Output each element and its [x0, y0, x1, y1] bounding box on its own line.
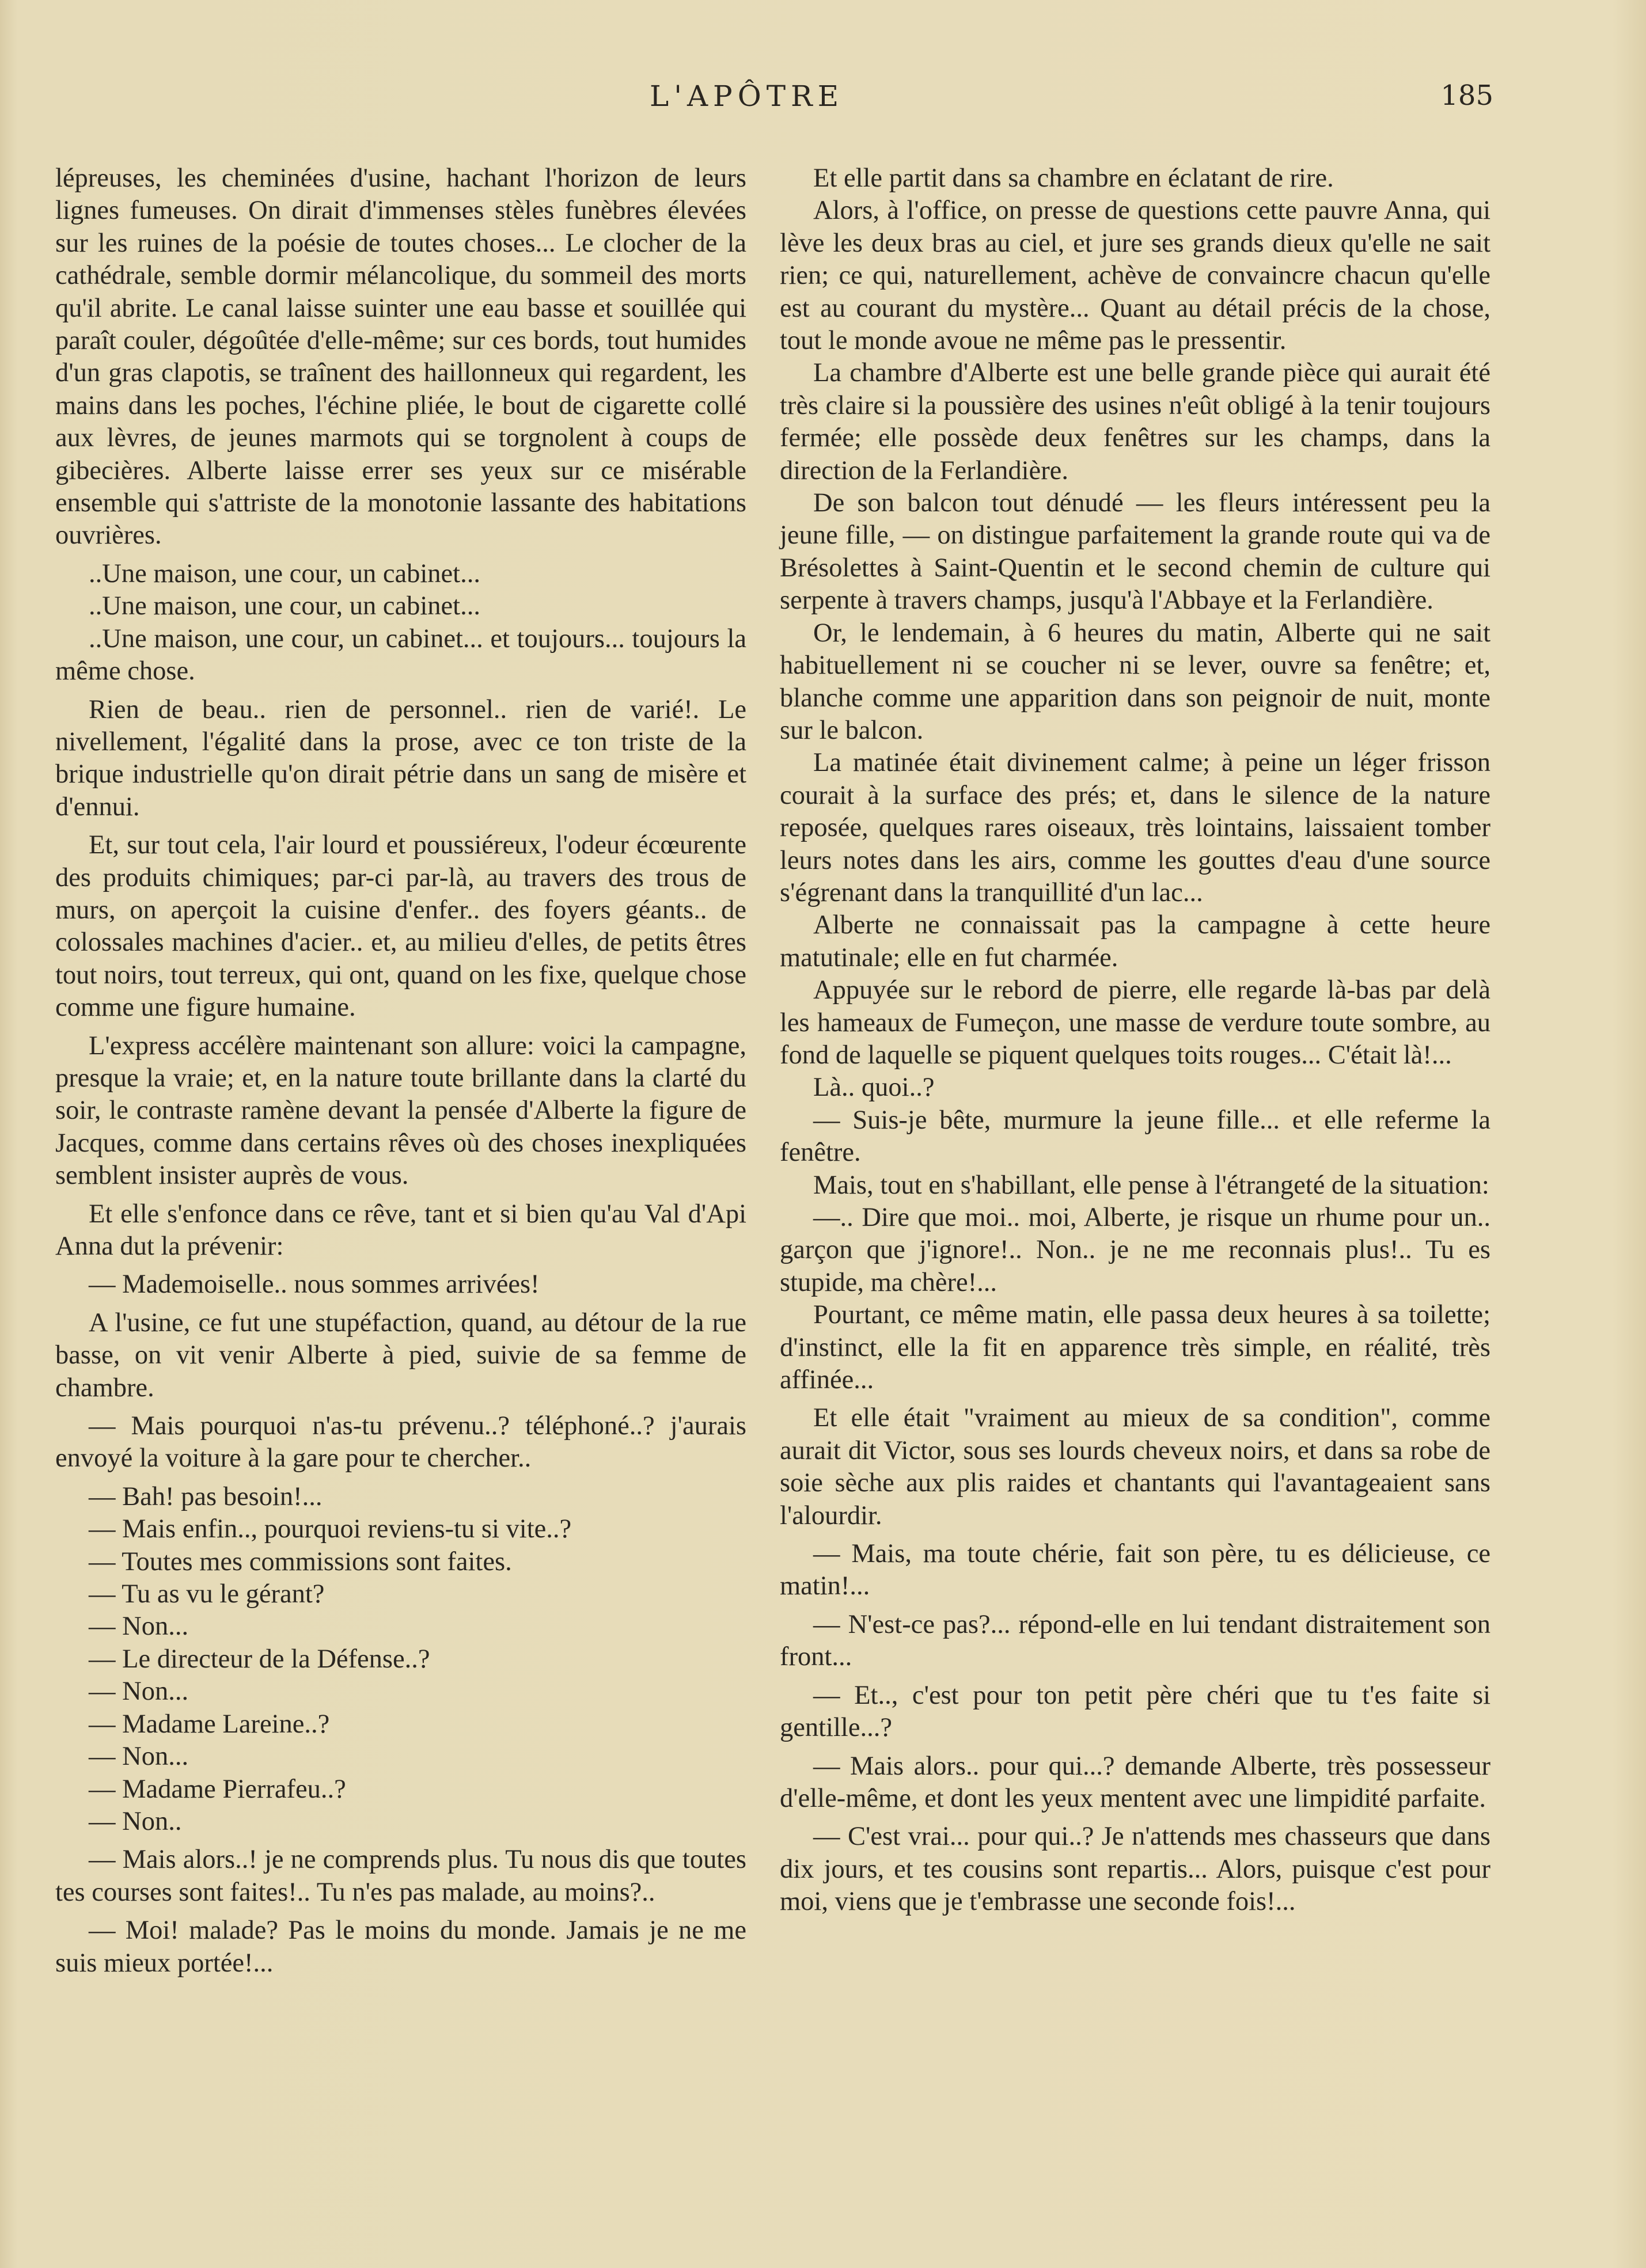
dialogue-line: — Et.., c'est pour ton petit père chéri que tu t'es faite si gentille...?: [780, 1680, 1490, 1743]
paragraph: Rien de beau.. rien de personnel.. rien de varié!. Le nivellement, l'égalité dans la prose, avec ce ton triste de la brique industrielle qu'on dirait pétrie dans un sang de misère et d'ennui.: [55, 694, 746, 822]
dialogue-line: — Mais alors..! je ne comprends plus. Tu nous dis que toutes tes courses sont faites!.. Tu n'es pas malade, au moins?..: [55, 1845, 746, 1907]
paragraph: L'express accélère maintenant son allure: voici la campagne, presque la vraie; et, en la nature toute brillante dans la clarté du soir, le contraste ramène devant la pensée d'Alberte la figure de Jacques, comme dans certains rêves où des choses inexpliquées semblent insister auprès de vous.: [55, 1031, 746, 1191]
dialogue-line: — Madame Pierrafeu..?: [89, 1774, 346, 1804]
dialogue-line: — Madame Lareine..?: [89, 1709, 330, 1739]
dialogue-line: — N'est-ce pas?... répond-elle en lui tendant distraitement son front...: [780, 1609, 1490, 1672]
paragraph: ..Une maison, une cour, un cabinet...: [89, 559, 480, 588]
page-number: 185: [1440, 79, 1493, 112]
paragraph: Appuyée sur le rebord de pierre, elle regarde là-bas par delà les hameaux de Fumeçon, une masse de verdure toute sombre, au fond de laquelle se piquent quelques toits rouges... C'était là!...: [780, 975, 1490, 1070]
paragraph: La chambre d'Alberte est une belle grande pièce qui aurait été très claire si la poussière des usines n'eût obligé à la tenir toujours fermée; elle possède deux fenêtres sur les champs, dans la direction de la Ferlandière.: [780, 358, 1490, 485]
left-column: [55, 162, 746, 1985]
dialogue-line: — Non..: [89, 1806, 182, 1836]
dialogue-line: — Tu as vu le gérant?: [89, 1579, 325, 1609]
paragraph: ..Une maison, une cour, un cabinet... et toujours... toujours la même chose.: [55, 624, 746, 686]
dialogue-line: — Mais alors.. pour qui...? demande Alberte, très possesseur d'elle-même, et dont les yeux mentent avec une limpidité parfaite.: [780, 1751, 1490, 1813]
paragraph: Pourtant, ce même matin, elle passa deux heures à sa toilette; d'instinct, elle la fit en apparence très simple, en réalité, très affinée...: [780, 1300, 1490, 1395]
paragraph: lépreuses, les cheminées d'usine, hachant l'horizon de leurs lignes fumeuses. On dirait d'immenses stèles funèbres élevées sur les ruines de la poésie de toutes choses... Le clocher de la cathédrale, semble dormir mélancolique, du sommeil des morts qu'il abrite. Le canal laisse suinter une eau basse et souillée qui paraît couler, dégoûtée d'elle-même; sur ces bords, tout humides d'un gras clapotis, se traînent des haillonneux qui regardent, les mains dans les poches, l'échine pliée, le bout de cigarette collé aux lèvres, de jeunes marmots qui se torgnolent à coups de gibecières. Alberte laisse errer ses yeux sur ce misérable ensemble qui s'attriste de la monotonie lassante des habitations ouvrières.: [55, 164, 746, 550]
dialogue-line: — Mademoiselle.. nous sommes arrivées!: [89, 1270, 540, 1300]
dialogue-line: — Mais enfin.., pourquoi reviens-tu si vite..?: [89, 1514, 572, 1544]
paragraph: Et elle s'enfonce dans ce rêve, tant et si bien qu'au Val d'Api Anna dut la prévenir:: [55, 1199, 746, 1261]
dialogue-line: — Le directeur de la Défense..?: [89, 1644, 430, 1674]
dialogue-line: — Suis-je bête, murmure la jeune fille... et elle referme la fenêtre.: [780, 1105, 1490, 1168]
dialogue-line: Là.. quoi..?: [813, 1073, 935, 1103]
paragraph: Alberte ne connaissait pas la campagne à cette heure matutinale; elle en fut charmée.: [780, 910, 1490, 972]
paragraph: Et, sur tout cela, l'air lourd et poussiéreux, l'odeur écœurente des produits chimiques; par-ci par-là, au travers des trous de murs, on aperçoit la cuisine d'enfer.. des foyers géants.. de colossales machines d'acier.. et, au milieu d'elles, de petits êtres tout noirs, tout terreux, qui ont, quand on les fixe, quelque chose comme une figure humaine.: [55, 830, 746, 1023]
dialogue-line: — Toutes mes commissions sont faites.: [89, 1547, 512, 1576]
dialogue-line: — Non...: [89, 1677, 189, 1707]
paragraph: Et elle partit dans sa chambre en éclatant de rire.: [813, 164, 1334, 193]
right-column: [780, 162, 1490, 1924]
paragraph: Mais, tout en s'habillant, elle pense à l'étrangeté de la situation:: [813, 1170, 1489, 1200]
paragraph: La matinée était divinement calme; à peine un léger frisson courait à la surface des prés; et, dans le silence de la nature reposée, quelques rares oiseaux, très lointains, laissaient tomber leurs notes dans les airs, comme les gouttes d'eau d'une source s'égrenant dans la tranquillité d'un lac...: [780, 748, 1490, 907]
dialogue-line: — Non...: [89, 1742, 189, 1772]
dialogue-line: — Bah! pas besoin!...: [89, 1481, 323, 1511]
paragraph: ..Une maison, une cour, un cabinet...: [89, 591, 480, 621]
page-header: [0, 79, 1646, 126]
running-title: L'APÔTRE: [650, 79, 844, 113]
dialogue-line: — C'est vrai... pour qui..? Je n'attends mes chasseurs que dans dix jours, et tes cousins sont repartis... Alors, puisque c'est pour moi, viens que je t'embrasse une seconde fois!...: [780, 1822, 1490, 1917]
dialogue-line: — Mais pourquoi n'as-tu prévenu..? téléphoné..? j'aurais envoyé la voiture à la gare pour te chercher..: [55, 1411, 746, 1473]
paragraph: De son balcon tout dénudé — les fleurs intéressent peu la jeune fille, — on distingue parfaitement la grande route qui va de Brésolettes à Saint-Quentin et le second chemin de culture qui serpente à travers champs, jusqu'à l'Abbaye et la Ferlandière.: [780, 488, 1490, 616]
paragraph: Et elle était "vraiment au mieux de sa condition", comme aurait dit Victor, sous ses lourds cheveux noirs, et dans sa robe de soie sèche aux plis raides et chantants qui l'avantageaient sans l'alourdir.: [780, 1403, 1490, 1530]
paragraph: Alors, à l'office, on presse de questions cette pauvre Anna, qui lève les deux bras au ciel, et jure ses grands dieux qu'elle ne sait rien; ce qui, naturellement, achève de convaincre chacun qu'elle est au courant du mystère... Quant au détail précis de la chose, tout le monde avoue ne même pas le pressentir.: [780, 196, 1490, 356]
paragraph: Or, le lendemain, à 6 heures du matin, Alberte qui ne sait habituellement ni se coucher ni se lever, ouvre sa fenêtre; et, blanche comme une apparition dans son peignoir de nuit, monte sur le balcon.: [780, 618, 1490, 745]
paragraph: A l'usine, ce fut une stupéfaction, quand, au détour de la rue basse, on vit venir Alberte à pied, suivie de sa femme de chambre.: [55, 1308, 746, 1403]
dialogue-line: — Moi! malade? Pas le moins du monde. Jamais je ne me suis mieux portée!...: [55, 1916, 746, 1978]
dialogue-line: — Non...: [89, 1612, 189, 1642]
dialogue-line: —.. Dire que moi.. moi, Alberte, je risque un rhume pour un.. garçon que j'ignore!.. Non.. je ne me reconnais plus!.. Tu es stupide, ma chère!...: [780, 1203, 1490, 1297]
dialogue-line: — Mais, ma toute chérie, fait son père, tu es délicieuse, ce matin!...: [780, 1539, 1490, 1601]
